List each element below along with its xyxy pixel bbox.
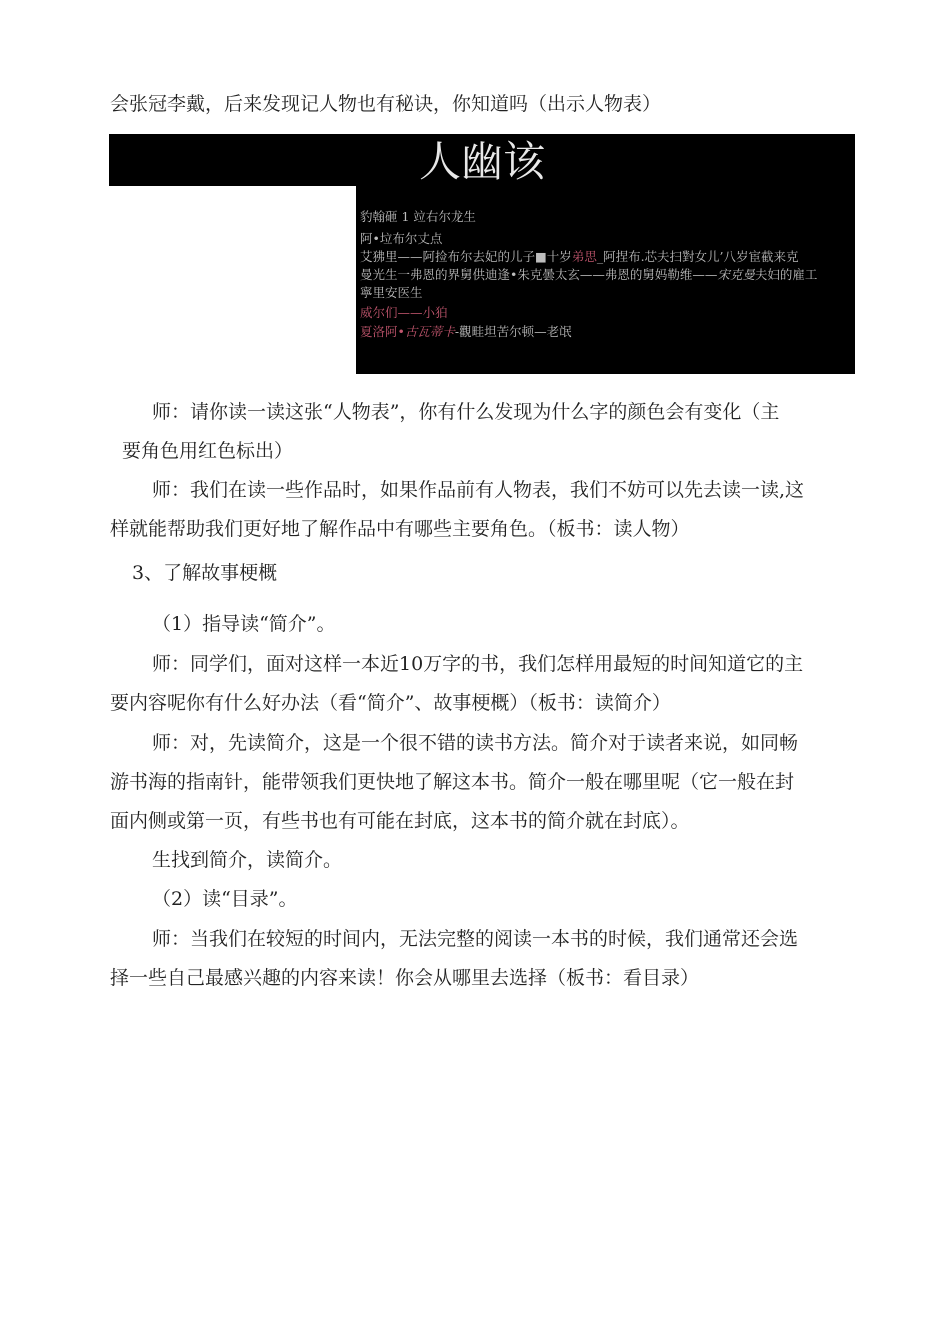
character-text: _阿捏布.芯夫扫對女儿’八岁宦截来克: [596, 249, 799, 264]
character-line: [360, 248, 799, 266]
character-text: 夫妇的雇工: [754, 267, 818, 282]
main-character-name: 夏洛阿•: [360, 324, 405, 339]
character-text: 曼光生一弗恩的界舅供迪逢•朱克曇太玄——弗恩的舅妈勒维——: [360, 267, 718, 282]
paragraph-line: 生找到简介，读简介。: [152, 849, 343, 871]
image-title: 人幽该: [418, 137, 545, 186]
main-character-line: 威尔们——小狛: [360, 305, 448, 320]
paragraph-line: 师：当我们在较短的时间内，无法完整的阅读一本书的时候，我们通常还会选: [152, 928, 799, 950]
paragraph-line: 会张冠李戴，后来发现记人物也有秘诀，你知道吗（出示人物表）: [110, 93, 662, 115]
character-name: 宋克曼: [717, 267, 755, 282]
section-heading: 3、了解故事梗概: [132, 562, 278, 584]
paragraph-line: 师：请你读一读这张“人物表”，你有什么发现为什么字的颜色会有变化（主: [152, 401, 780, 423]
paragraph-line: 要角色用红色标出）: [122, 440, 294, 462]
character-line: 阿•垃布尔丈点: [360, 231, 443, 246]
paragraph-line: 要内容呢你有什么好办法（看“简介”、故事梗概）（板书：读简介）: [110, 692, 671, 714]
main-character-name: 弟思: [571, 249, 597, 264]
paragraph-line: 择一些自己最感兴趣的内容来读！你会从哪里去选择（板书：看目录）: [110, 967, 700, 989]
paragraph-line: 样就能帮助我们更好地了解作品中有哪些主要角色。（板书：读人物）: [110, 518, 690, 540]
character-table-image: [109, 134, 855, 374]
character-text: -觀畦坦苦尔顿—老氓: [454, 324, 572, 339]
character-line: 寧里安医生: [360, 285, 423, 300]
character-line: [360, 323, 572, 341]
character-line: [360, 266, 817, 284]
paragraph-line: 游书海的指南针，能带领我们更快地了解这本书。简介一般在哪里呢（它一般在封: [110, 771, 795, 793]
subsection-heading: （2）读“目录”。: [152, 888, 298, 910]
paragraph-line: 师：同学们，面对这样一本近10万字的书，我们怎样用最短的时间知道它的主: [152, 653, 804, 675]
character-line: 豹翰砸 1 竝右尔龙生: [360, 209, 476, 224]
main-character-name: 古瓦蒂卡: [404, 324, 455, 339]
subsection-heading: （1）指导读“简介”。: [152, 613, 336, 635]
paragraph-line: 师：我们在读一些作品时，如果作品前有人物表，我们不妨可以先去读一读,这: [152, 479, 805, 501]
paragraph-line: 师：对，先读简介，这是一个很不错的读书方法。简介对于读者来说，如同畅: [152, 732, 799, 754]
paragraph-line: 面内侧或第一页，有些书也有可能在封底，这本书的简介就在封底）。: [110, 810, 690, 832]
character-text: 艾狒里——阿捡布尔去妃的儿子■十岁: [360, 249, 572, 264]
